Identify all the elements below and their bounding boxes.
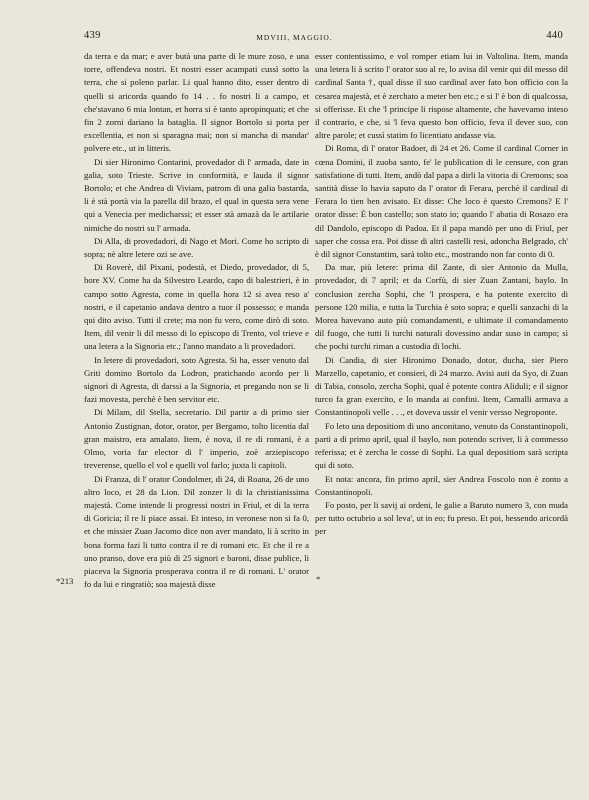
paragraph: Di Roma, di l' orator Badoer, di 24 et 26. Come il cardinal Corner in cœna Domini, il zuoba santo, fe' le publication di le censure, con gran satisfatione di tutti. Item, andò dal papa a dirli la vitoria di Cremons; soa santità disse lo havia saputo da l' orator di Ferara, perchè il cardinal di Ferara lo tien ben avisato. Et disse: Che loco è questo Cremons? E l' orator disse: È bon castello; son stato io; quando l' abatia di Rosazo era dil Dandolo, episcopo di Padoa. Et il papa mandò per uno di Friul, per saper che cossa era. Poi disse di altri castelli resi, adoncha Belgrado, ch' è dil signor Constantim, sarà tolto etc., mostrando non far conto di 0. (315, 143, 568, 260)
paragraph: esser contentissimo, e vol romper etiam lui in Valtolina. Item, manda una letera li à scrito l' orator suo al re, lo avisa dil venir qui dil messo dil cardinal Santa †, qual disse il suo cardinal aver fato bon officio con la cesarea majestà, et è zerchato a meter ben etc.; e si l' è bon di qualcossa, si offerisse. Et che 'l principe li rispose altamente, che havevamo inteso il contrario, e che, si 'l feva questo bon officio, feva il dever suo, con altre parole; et cussì statim fo licentiato andasse via. (315, 51, 568, 141)
margin-note: *213 (56, 576, 74, 586)
left-column (84, 50, 309, 591)
margin-note-right: * (316, 574, 321, 584)
running-title: MDVIII, MAGGIO. (256, 33, 333, 42)
page-number-left: 439 (84, 30, 101, 41)
paragraph: Di sier Hironimo Contarini, provedador di l' armada, date in galia, soto Trieste. Scrive in conformità, e lauda il signor Bortolo; et che Andrea di Viviam, patrom di una galia bastarda, li è stà portà via la parella dil brazo, el qual in questa sera vene qui a Venecia per medicharssi; et esser stà amazà da le artilarie nimiche do nostri su l' armada. (84, 156, 309, 233)
paragraph: Di Candia, di sier Hironimo Donado, dotor, ducha, sier Piero Marzello, capetanio, et consieri, di 24 marzo. Avisi auti da Syo, di Zuan di Tabia, consolo, zercha Sophi, qual è potente contra Aliduli; e il signor turco fa gran exercito, e lo manda ai confini. Item, Camalli armava a Constantinopoli velle . . ., et doveva ussir el venir versso Negroponte. (315, 354, 568, 418)
paragraph: Di Roverè, dil Pixani, podestà, et Diedo, provedador, di 5, hore XV. Come ha da Silvestro Leardo, capo di balestrieri, è in campo sotto Agresta, come in quella hora 12 si avea reso a' nostri, e il capetanio andava dentro a tuor il possesso; e manda qui dito aviso. Tutti il crete; ma non fu vero, come dirò di soto. Item, dil venir li dil messo di lo episcopo di Trento, vol trieve e una letera a la Signoria etc.; l'anno mandato a li provedadori. (84, 262, 309, 352)
right-column (315, 50, 568, 539)
paragraph: Di Franza, di l' orator Condolmer, di 24, di Roana, 26 de uno altro loco, et 28 da Lion. Dil zonzer li di la christianissima majestà. Come intende li progressi nostri in Friul, et di la terra di Goricia; il re li piace assai. Et inteso, in veronese non si fa 0, et che missier Zuan Jacomo dice non aver mandato, li à scrito in bona forma fazi li tutto contra il re di romani etc. Et che il re a uno pranso, dove era più di 25 signori e baroni, disse publice, li piaceva la Signoria prosperava contra il re di romani. L' orator fo da lui e ringratiò; soa majestà disse (84, 473, 309, 590)
paragraph: Fo leto una depositiom di uno anconitano, venuto da Constantinopoli, parti a di primo april, qual il baylo, non potendo scriver, li à commesso referissa; et è zercha le cosse di Sophi. La qual depositiom sarà scripta qui di soto. (315, 420, 568, 471)
paragraph: Et nota: ancora, fin primo april, sier Andrea Foscolo non è zonto a Constantinopoli. (315, 473, 568, 497)
paragraph: In letere di provedadori, soto Agresta. Si ha, esser venuto dal Griti domino Bortolo da Lodron, pratichando acordo per li signori di Agresta, di darssi a la Signoria, et pregando non se li fazi movesta, perchè è ben servitor etc. (84, 354, 309, 405)
page-number-right: 440 (546, 30, 563, 41)
paragraph: Di Alla, di provedadori, di Nago et Mori. Come ho scripto di sopra; nè altre letere ozi se ave. (84, 235, 309, 260)
paragraph: Da mar, più letere: prima dil Zante, di sier Antonio da Mulla, provedador, di 7 april; et da Corfù, di sier Zuan Zantani, baylo. In conclusion zercha Sophi, che 'l prospera, e ha potente exercito di persone 120 milia, e tutta la Turchia è soto sopra; e quelli sanzachi di la Morea havevano auto più comandamenti, e ultimate il comandamento dil fuogo, che tutti li turchi naturali dovessino andar suso in campo; sì che pochi turchi riman a custodia di lochi. (315, 262, 568, 352)
paragraph: Di Milam, dil Stella, secretario. Dil partir a di primo sier Antonio Zustignan, dotor, orator, per Bergamo, tolto licentia dal gran maistro, era amalato. Item, è nova, il re di romani, è a Olmo, voria far elector di l' imperio, zoè arziepiscopo treverense, quello el vol e quelli vol farlo; juxta li capitoli. (84, 407, 309, 471)
paragraph: da terra e da mar; e aver butà una parte di le mure zoso, e una torre, offendeva nostri. Et nostri esser acampati cussì sotto la terra, che si poleno parlar. Li qual hanno dito, esser dentro di quelli si aricorda quando fo 14 . . fo nostri li a campo, et che'stavano 6 mia lontan, et horra si è tanto apropinquati; et che fin 2 zorni dariano la bataglia. Il signor Bortolo si porta per excellentia, et non si sparagna mai; non si mancha di mandar' polvere etc., ut in litteris. (84, 51, 309, 154)
paragraph: Fo posto, per li savij ai ordeni, le galie a Baruto numero 3, con muda per tutto octubrio a sol leva', ut in eo; fu preso. Et poi, hessendo aricordà per (315, 499, 568, 537)
